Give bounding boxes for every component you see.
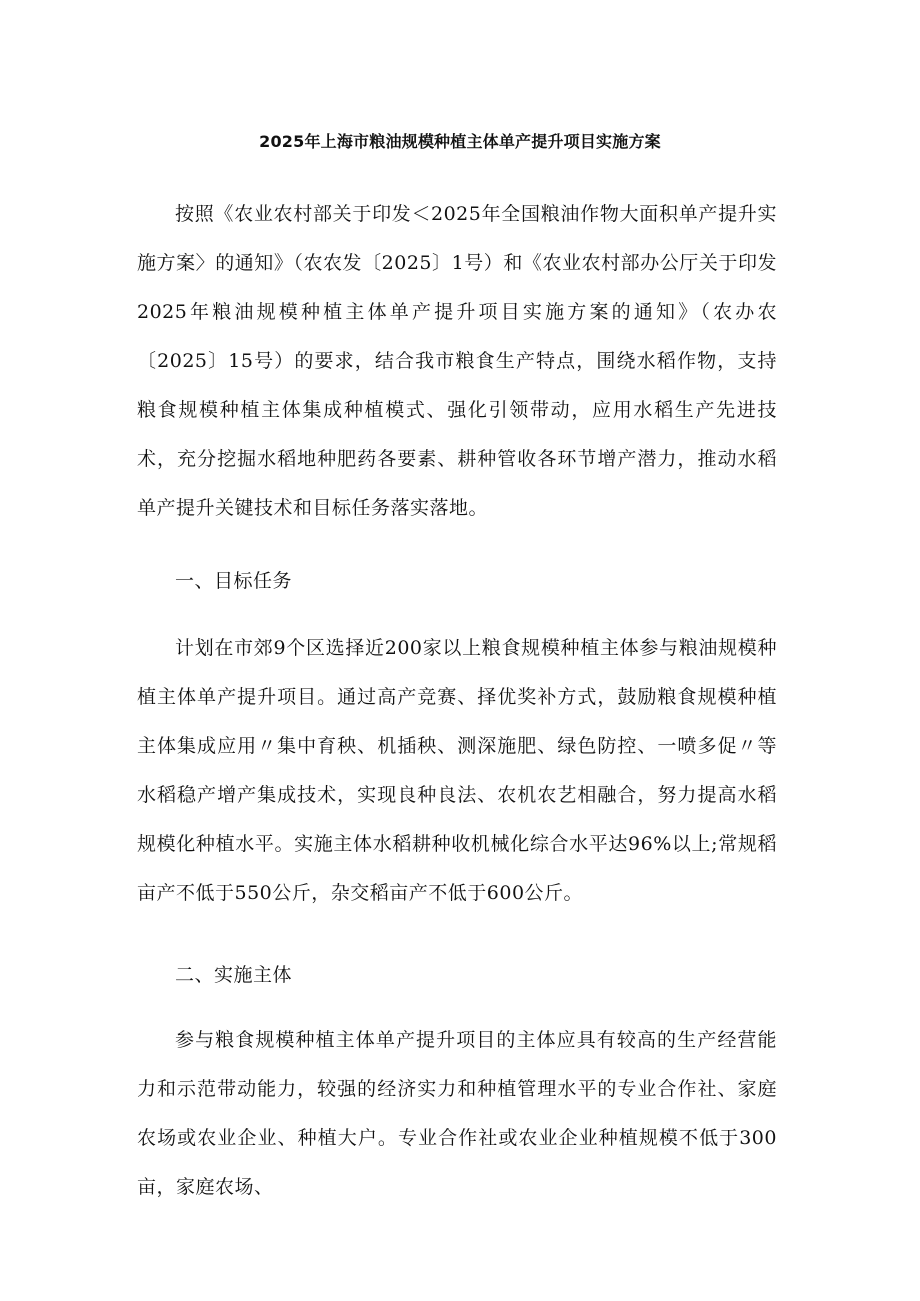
section-body-goals: 计划在市郊9个区选择近200家以上粮食规模种植主体参与粮油规模种植主体单产提升项目。通过高产竞赛、择优奖补方式，鼓励粮食规模种植主体集成应用〃集中育秧、机插秧、测深施肥、绿色防控、一喷多促〃等水稻稳产增产集成技术，实现良种良法、农机农艺相融合，努力提高水稻规模化种植水平。实施主体水稻耕种收机械化综合水平达96%以上;常规稻亩产不低于550公斤，杂交稻亩产不低于600公斤。: [137, 637, 777, 904]
section-heading-goals: 一、目标任务: [175, 570, 293, 592]
section-heading-entities: 二、实施主体: [175, 964, 293, 986]
section-body-entities: 参与粮食规模种植主体单产提升项目的主体应具有较高的生产经营能力和示范带动能力，较强的经济实力和种植管理水平的专业合作社、家庭农场或农业企业、种植大户。专业合作社或农业企业种植规模不低于300亩，家庭农场、: [137, 1029, 777, 1198]
intro-paragraph: 按照《农业农村部关于印发＜2025年全国粮油作物大面积单产提升实施方案〉的通知》（农农发〔2025〕1号）和《农业农村部办公厅关于印发2025年粮油规模种植主体单产提升项目实施方案的通知》（农办农〔2025〕15号）的要求，结合我市粮食生产特点，围绕水稻作物，支持粮食规模种植主体集成种植模式、强化引领带动，应用水稻生产先进技术，充分挖掘水稻地种肥药各要素、耕种管收各环节增产潜力，推动水稻单产提升关键技术和目标任务落实落地。: [137, 203, 777, 519]
document-title: 2025年上海市粮油规模种植主体单产提升项目实施方案: [259, 132, 661, 151]
